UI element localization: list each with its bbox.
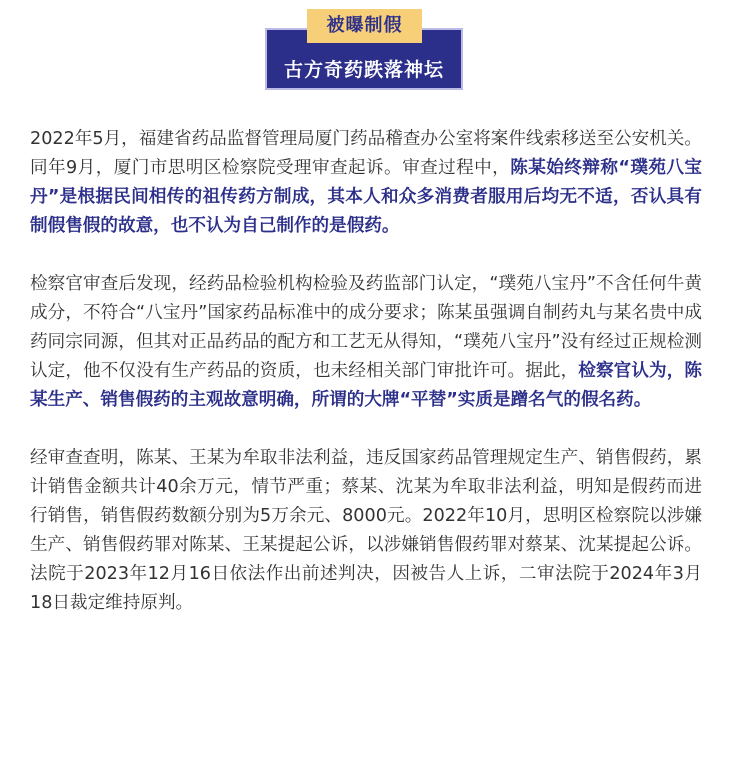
paragraph-1-highlight: 陈某始终辩称“璞苑八宝丹”是根据民间相传的祖传药方制成，其本人和众多消费者服用后均无不适，否认具有制假售假的故意，也不认为自己制作的是假药。 xyxy=(30,158,702,236)
paragraph-2-highlight: 检察官认为，陈某生产、销售假药的主观故意明确，所谓的大牌“平替”实质是蹭名气的假名药。 xyxy=(30,361,702,410)
article-body xyxy=(30,125,702,647)
paragraph-1 xyxy=(30,125,702,241)
paragraph-2-text: 检察官审查后发现，经药品检验机构检验及药监部门认定，“璞苑八宝丹”不含任何牛黄成分，不符合“八宝丹”国家药品标准中的成分要求；陈某虽强调自制药丸与某名贵中成药同宗同源，但其对正品药品的配方和工艺无从得知，“璞苑八宝丹”没有经过正规检测认定，他不仅没有生产药品的资质，也未经相关部门审批许可。据此， xyxy=(30,274,702,381)
section-title: 古方奇药跌落神坛 xyxy=(283,59,444,81)
paragraph-3-text: 经审查查明，陈某、王某为牟取非法利益，违反国家药品管理规定生产、销售假药，累计销售金额共计40余万元，情节严重；蔡某、沈某为牟取非法利益，明知是假药而进行销售，销售假药数额分别为5万余元、8000元。2022年10月，思明区检察院以涉嫌生产、销售假药罪对陈某、王某提起公诉，以涉嫌销售假药罪对蔡某、沈某提起公诉。法院于2023年12月16日依法作出前述判决，因被告人上诉，二审法院于2024年3月18日裁定维持原判。 xyxy=(30,448,702,613)
paragraph-2 xyxy=(30,270,702,415)
section-tag: 被曝制假 xyxy=(307,9,422,43)
header-banner xyxy=(0,0,731,100)
paragraph-3 xyxy=(30,444,702,618)
paragraph-1-text: 2022年5月，福建省药品监督管理局厦门药品稽查办公室将案件线索移送至公安机关。同年9月，厦门市思明区检察院受理审查起诉。审查过程中， xyxy=(30,129,702,178)
